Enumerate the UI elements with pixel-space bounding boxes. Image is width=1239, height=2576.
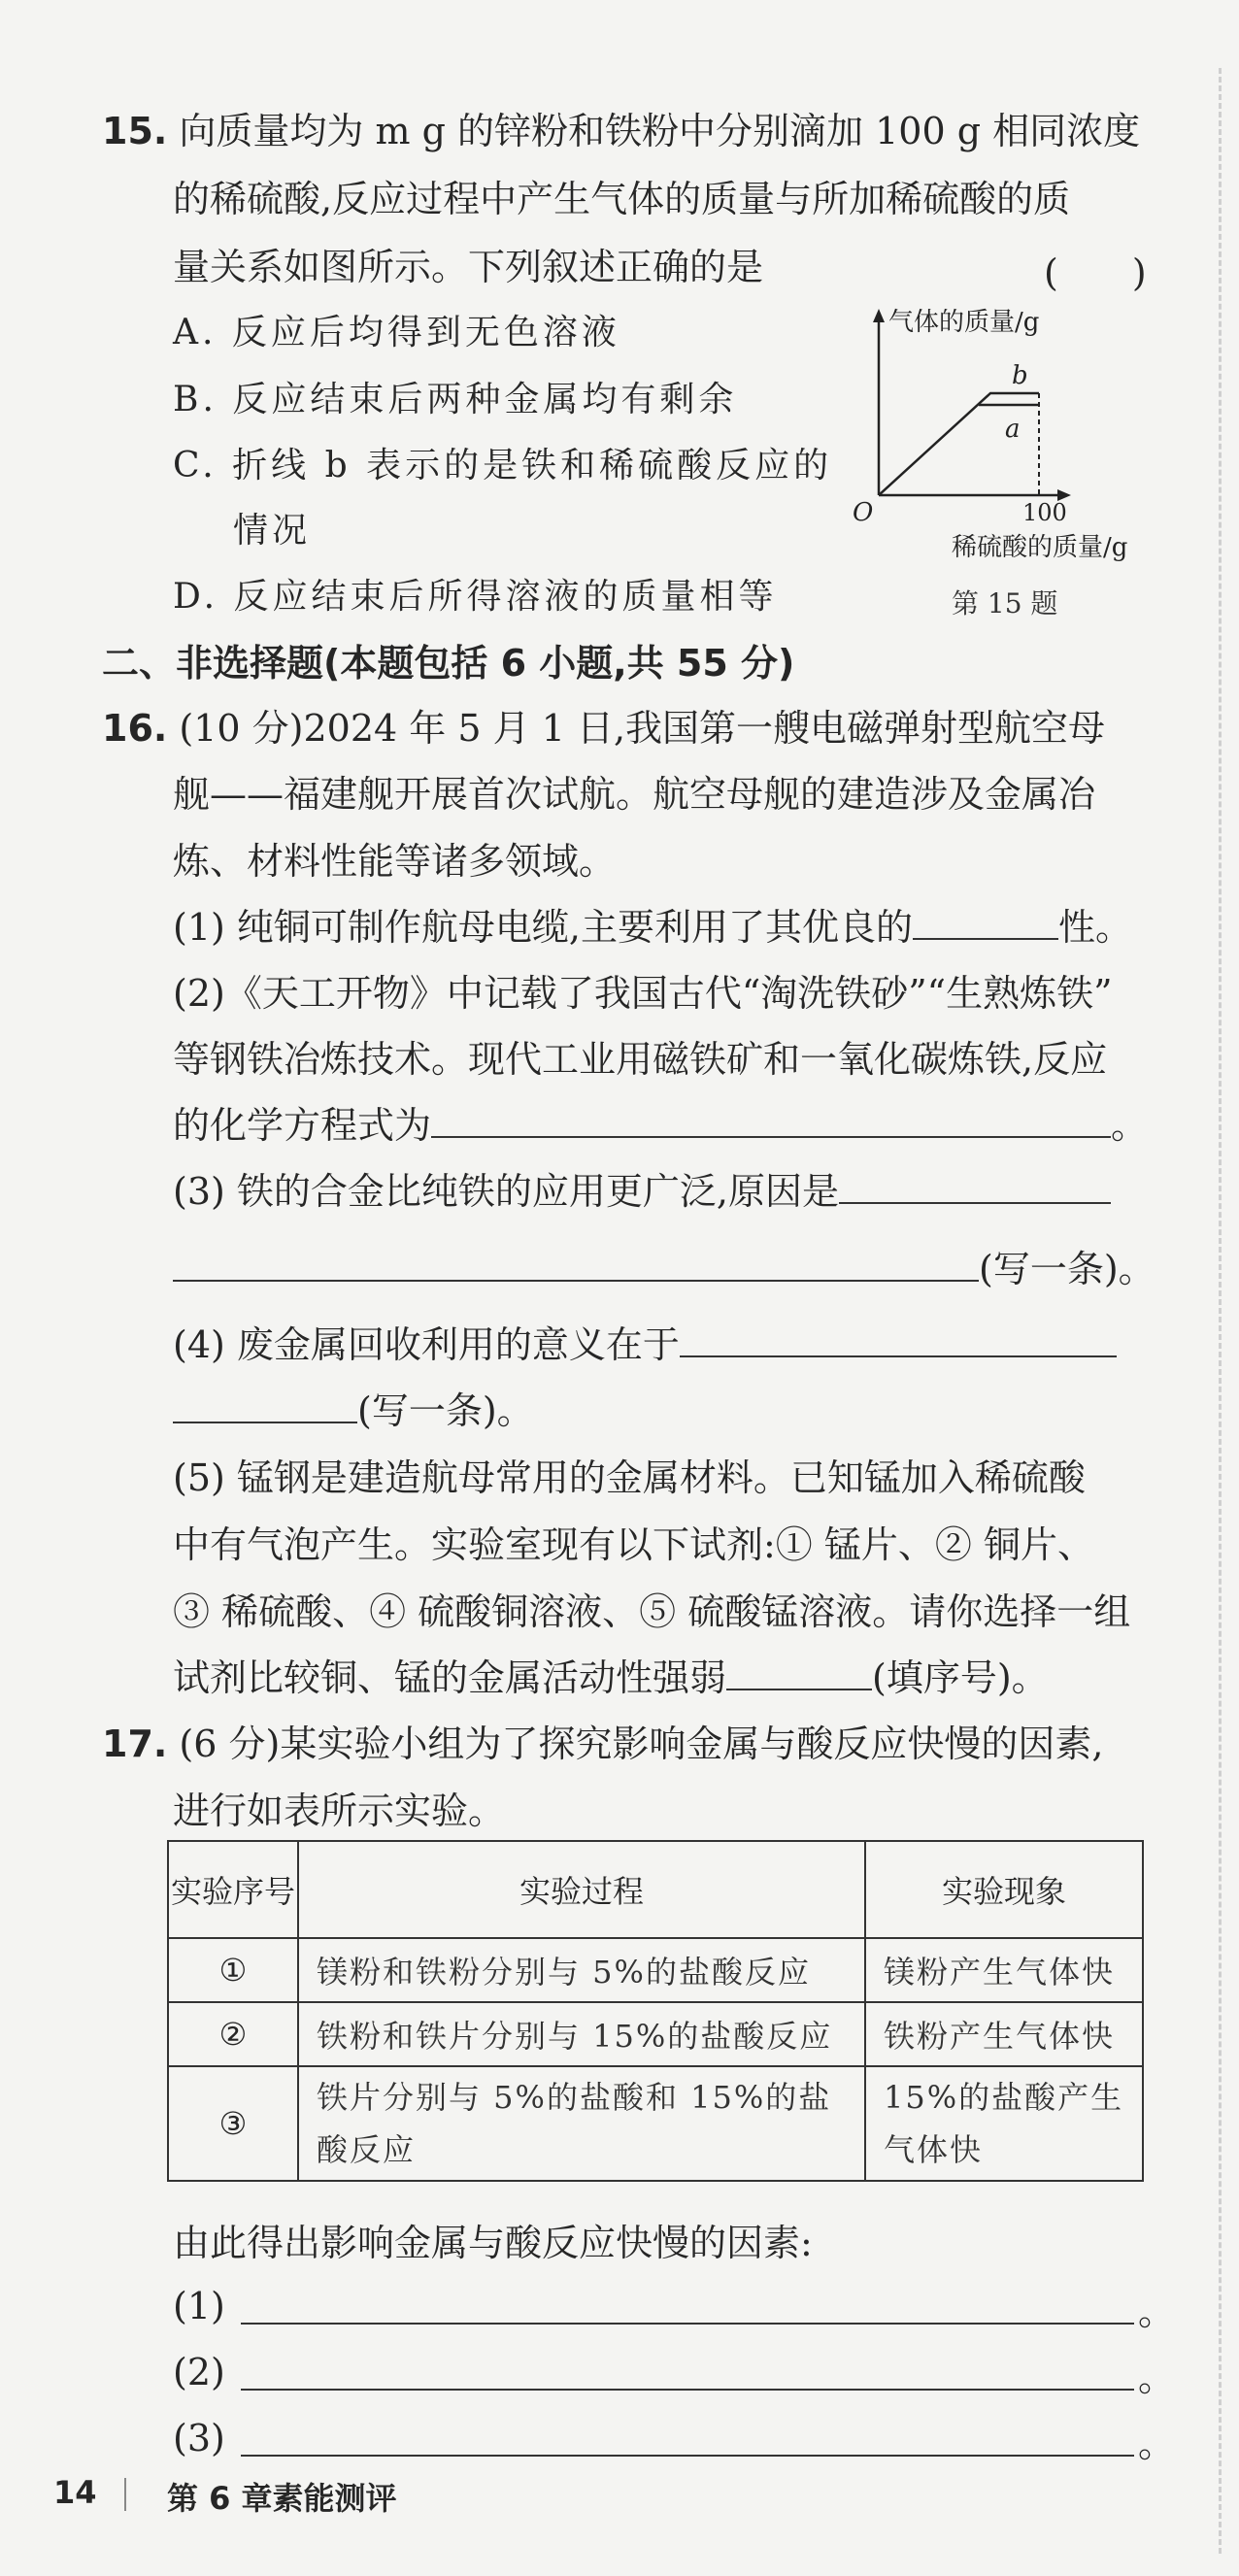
q15-line2: 的稀硫酸,反应过程中产生气体的质量与所加稀硫酸的质: [173, 178, 1071, 220]
q16-part4-text: (4) 废金属回收利用的意义在于: [173, 1323, 680, 1366]
q16-line2: 舰——福建舰开展首次试航。航空母舰的建造涉及金属冶: [173, 773, 1096, 816]
header-process: [298, 1841, 865, 1938]
q16-text: (10 分)2024 年 5 月 1 日,我国第一艘电磁弹射型航空母: [179, 707, 1106, 750]
q16-part1: [173, 903, 1132, 952]
q16-part5-line3: ③ 稀硫酸、④ 硫酸铜溶液、⑤ 硫酸锰溶液。请你选择一组: [173, 1590, 1131, 1633]
row3-phenomenon: 15%的盐酸产生气体快: [865, 2066, 1143, 2181]
header-phenomenon: [865, 1841, 1143, 1938]
q15-option-d: D. 反应结束后所得溶液的质量相等: [173, 577, 778, 617]
q17-conclusion: 由此得出影响金属与酸反应快慢的因素:: [173, 2222, 813, 2264]
q16-part5-line1: (5) 锰钢是建造航母常用的金属材料。已知锰加入稀硫酸: [173, 1456, 1086, 1499]
section-heading: 二、非选择题(本题包括 6 小题,共 55 分): [102, 642, 795, 685]
q16-part1-text: (1) 纯铜可制作航母电缆,主要利用了其优良的: [173, 906, 913, 949]
q16-part5-end: (填序号)。: [872, 1656, 1049, 1699]
q15-figure: [845, 301, 1165, 621]
page-number: 14: [53, 2474, 97, 2511]
row3-no: ③: [168, 2066, 298, 2181]
line-b: [879, 393, 1039, 495]
q16-part4-line1: [173, 1321, 1117, 1369]
q16-part1-end: 性。: [1058, 906, 1133, 949]
footer-divider: [124, 2478, 126, 2511]
q17-text: (6 分)某实验小组为了探究影响金属与酸反应快慢的因素,: [179, 1723, 1104, 1765]
q15-answer-paren: ( ): [1044, 251, 1147, 294]
row1-phenomenon: 镁粉产生气体快: [865, 1938, 1143, 2002]
row1-process: 镁粉和铁粉分别与 5%的盐酸反应: [298, 1938, 865, 2002]
row2-phenomenon: 铁粉产生气体快: [865, 2002, 1143, 2066]
q16-part5-text: 试剂比较铜、锰的金属活动性强弱: [173, 1656, 727, 1699]
q16-part2-end: 。: [1111, 1104, 1149, 1147]
q15-figure-caption: 第 15 题: [952, 587, 1058, 619]
row3-process: 铁片分别与 5%的盐酸和 15%的盐酸反应: [298, 2066, 865, 2181]
q16-part3-blank2[interactable]: [173, 1247, 979, 1282]
q16-part5-line4: [173, 1654, 1049, 1702]
x-axis-label: 稀硫酸的质量/g: [952, 533, 1128, 562]
table-row: [168, 2066, 1143, 2181]
q15-option-a: A. 反应后均得到无色溶液: [173, 313, 620, 352]
q16-number: 16.: [102, 707, 168, 750]
q17-answer2-blank[interactable]: [241, 2389, 1134, 2391]
q16-part3-blank1[interactable]: [839, 1169, 1111, 1204]
q15-line3: 量关系如图所示。下列叙述正确的是: [173, 246, 764, 288]
q17-answer3-label: (3): [173, 2417, 225, 2459]
experiment-table: [167, 1840, 1144, 2182]
q17-answer1-blank[interactable]: [241, 2323, 1134, 2325]
q15-number: 15.: [102, 110, 168, 152]
row2-process: 铁粉和铁片分别与 15%的盐酸反应: [298, 2002, 865, 2066]
q16-part4-end: (写一条)。: [357, 1389, 534, 1432]
y-axis-arrow: [873, 309, 885, 322]
q16-part2-line3: [173, 1101, 1148, 1150]
q16-part4-blank1[interactable]: [680, 1322, 1117, 1357]
x-tick-100: 100: [1022, 499, 1067, 526]
q16-part3-line2: [173, 1245, 1155, 1293]
q16-part2-blank[interactable]: [431, 1103, 1111, 1138]
q15-line1: [102, 107, 1140, 155]
q15-option-c-line1: C. 折线 b 表示的是铁和稀硫酸反应的: [173, 446, 833, 485]
page-edge: [1215, 68, 1222, 2554]
y-axis-label: 气体的质量/g: [888, 308, 1040, 337]
header-serial-text: 实验序号: [170, 1873, 295, 1910]
q17-answer3-end: 。: [1138, 2423, 1176, 2465]
q17-answer1-end: 。: [1138, 2291, 1176, 2333]
q16-line1: [102, 704, 1105, 753]
chapter-title: 第 6 章素能测评: [167, 2480, 397, 2517]
header-phenomenon-text: 实验现象: [941, 1873, 1066, 1910]
row2-no: ②: [168, 2002, 298, 2066]
q17-answer2-label: (2): [173, 2351, 225, 2393]
q16-part3-end: (写一条)。: [979, 1248, 1155, 1290]
q16-line3: 炼、材料性能等诸多领域。: [173, 840, 617, 883]
label-a: a: [1005, 415, 1021, 444]
q16-part4-line2: [173, 1387, 534, 1435]
q17-answer1-label: (1): [173, 2285, 225, 2327]
q16-part5-blank[interactable]: [726, 1656, 872, 1690]
q16-part4-blank2[interactable]: [173, 1388, 357, 1423]
q15-option-b: B. 反应结束后两种金属均有剩余: [173, 380, 738, 419]
header-serial: [168, 1841, 298, 1938]
q16-part2-line1: (2)《天工开物》中记载了我国古代“淘洗铁砂”“生熟炼铁”: [173, 972, 1113, 1015]
header-process-text: 实验过程: [519, 1873, 644, 1910]
table-row: [168, 1938, 1143, 2002]
origin-label: O: [853, 498, 874, 527]
q17-answer3-blank[interactable]: [241, 2455, 1134, 2457]
table-row: [168, 2002, 1143, 2066]
q17-number: 17.: [102, 1723, 168, 1765]
q16-part3-line1: [173, 1167, 1111, 1216]
q16-part1-blank[interactable]: [913, 905, 1058, 940]
q15-graph: [845, 301, 1165, 592]
q16-part3-text: (3) 铁的合金比纯铁的应用更广泛,原因是: [173, 1170, 839, 1213]
q16-part5-line2: 中有气泡产生。实验室现有以下试剂:① 锰片、② 铜片、: [173, 1523, 1094, 1566]
q15-text: 向质量均为 m g 的锌粉和铁粉中分别滴加 100 g 相同浓度: [179, 110, 1141, 152]
q17-line1: [102, 1720, 1103, 1768]
label-b: b: [1012, 361, 1028, 390]
q15-option-c-line2: 情况: [233, 511, 312, 551]
row1-no: ①: [168, 1938, 298, 2002]
table-header-row: [168, 1841, 1143, 1938]
q17-answer2-end: 。: [1138, 2357, 1176, 2399]
q17-line2: 进行如表所示实验。: [173, 1790, 506, 1832]
q16-part2-text: 的化学方程式为: [173, 1104, 432, 1147]
q16-part2-line2: 等钢铁冶炼技术。现代工业用磁铁矿和一氧化碳炼铁,反应: [173, 1038, 1108, 1081]
